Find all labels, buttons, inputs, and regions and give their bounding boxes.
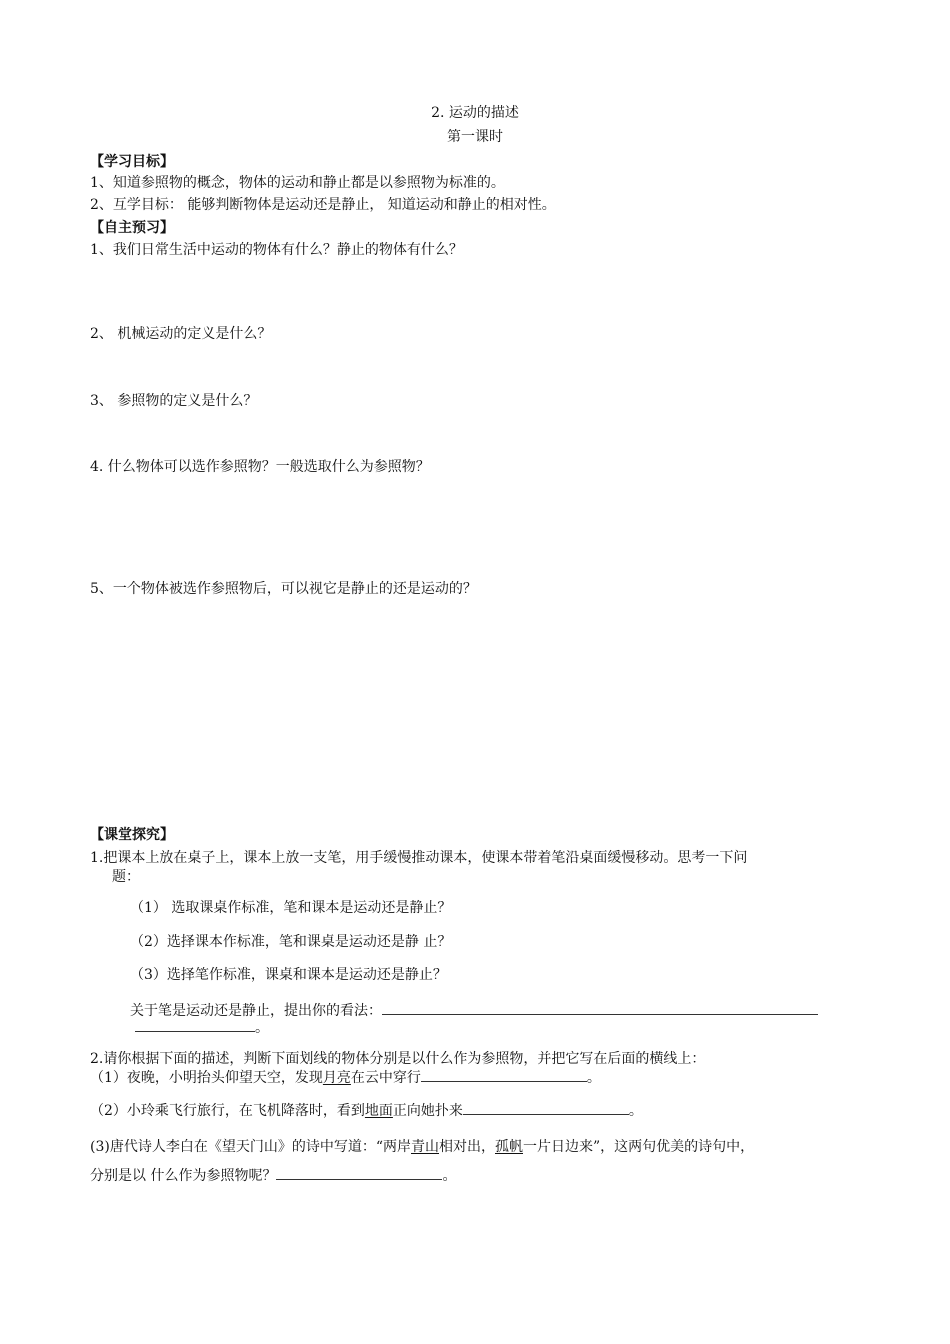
underlined-moon: 月亮	[322, 1070, 351, 1086]
preview-question-1: 1、我们日常生活中运动的物体有什么？静止的物体有什么？	[90, 242, 463, 258]
p2-item-2-text: （2）小玲乘飞行旅行，在飞机降落时，看到	[90, 1103, 365, 1119]
explore-p1-line2: 题：	[112, 869, 140, 885]
goal-item-1: 1、知道参照物的概念，物体的运动和静止都是以参照物为标准的。	[90, 175, 505, 191]
p2-item-2-period: 。	[628, 1103, 643, 1119]
explore-p2-item-3	[90, 1138, 754, 1156]
p2-item-1-text-end: 在云中穿行	[350, 1070, 421, 1086]
explore-p1-line1: 1.把课本上放在桌子上，课本上放一支笔，用手缓慢推动课本，使课本带着笔沿桌面缓慢移动。思考一下问	[90, 850, 748, 866]
p2-item-1-text: （1）夜晚，小明抬头仰望天空，发现	[90, 1070, 323, 1086]
underlined-lone-sail: 孤帆	[495, 1139, 523, 1155]
page-title: 2. 运动的描述	[431, 105, 519, 121]
p2-item-3-period: 。	[442, 1168, 457, 1184]
p2-item-3-text-end: 一片日边来”，这两句优美的诗句中，	[523, 1139, 755, 1155]
explore-p2-item-3-line2	[90, 1165, 456, 1185]
explore-sub-3: （3）选择笔作标准，课桌和课本是运动还是静止？	[130, 967, 447, 983]
preview-question-5: 5、一个物体被选作参照物后，可以视它是静止的还是运动的？	[90, 581, 477, 597]
opinion-blank-2[interactable]	[135, 1017, 255, 1032]
opinion-label: 关于笔是运动还是静止，提出你的看法：	[130, 1003, 382, 1019]
opinion-period: 。	[255, 1020, 269, 1036]
preview-heading: 【自主预习】	[90, 220, 174, 236]
underlined-ground: 地面	[364, 1103, 393, 1119]
opinion-line-2	[135, 1017, 269, 1037]
p2-item-3-text-mid: 相对出，	[439, 1139, 495, 1155]
page-subtitle: 第一课时	[447, 129, 503, 145]
preview-question-3: 3、 参照物的定义是什么？	[90, 393, 258, 409]
explore-p2-item-1	[90, 1067, 601, 1087]
preview-question-2: 2、 机械运动的定义是什么？	[90, 326, 272, 342]
p2-item-1-blank[interactable]	[421, 1067, 587, 1082]
explore-sub-2: （2）选择课本作标准，笔和课桌是运动还是静 止？	[130, 934, 452, 950]
goals-heading: 【学习目标】	[90, 154, 174, 170]
explore-p2-intro: 2.请你根据下面的描述，判断下面划线的物体分别是以什么作为参照物，并把它写在后面的横线上：	[90, 1051, 706, 1067]
p2-item-2-text-end: 正向她扑来	[392, 1103, 463, 1119]
p2-item-2-blank[interactable]	[463, 1100, 629, 1115]
p2-item-3-text: (3)唐代诗人李白在《望天门山》的诗中写道：“两岸	[90, 1139, 411, 1155]
preview-question-4: 4. 什么物体可以选作参照物？一般选取什么为参照物？	[90, 459, 430, 475]
explore-p2-item-2	[90, 1100, 643, 1120]
explore-sub-1: （1） 选取课桌作标准，笔和课本是运动还是静止？	[130, 900, 452, 916]
p2-item-1-period: 。	[586, 1070, 601, 1086]
explore-heading: 【课堂探究】	[90, 827, 174, 843]
p2-item-3-blank[interactable]	[276, 1165, 442, 1180]
opinion-blank[interactable]	[382, 1000, 818, 1015]
underlined-green-hills: 青山	[411, 1139, 439, 1155]
p2-item-3-question: 分别是以 什么作为参照物呢？	[90, 1168, 277, 1184]
goal-item-2: 2、互学目标： 能够判断物体是运动还是静止， 知道运动和静止的相对性。	[90, 197, 556, 213]
